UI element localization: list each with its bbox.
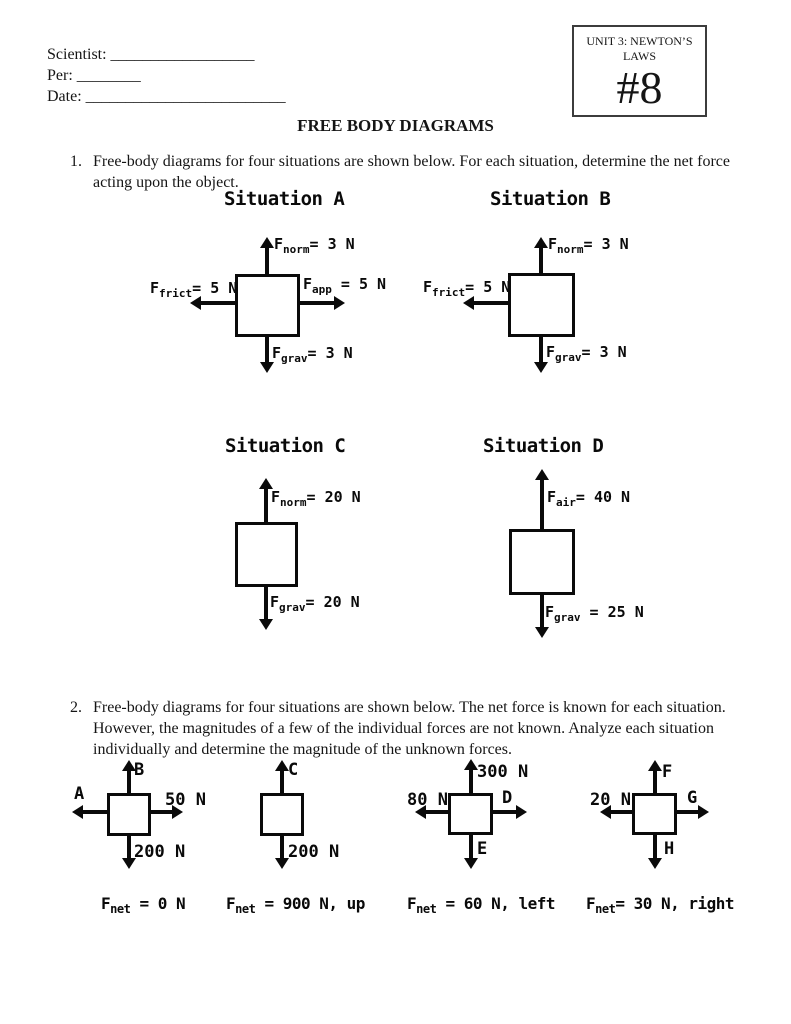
- force-symbol: F: [546, 343, 556, 361]
- unit-box-number: #8: [616, 62, 663, 113]
- force-value: = 0 N: [130, 894, 186, 913]
- q2-diagram-1-object-box: [107, 793, 151, 836]
- force-subscript: net: [110, 902, 131, 917]
- q2-diagram-3-down-label: E: [477, 839, 488, 859]
- situation-d-title: Situation D: [483, 435, 604, 457]
- q2-diagram-4-up-label: F: [662, 762, 673, 782]
- force-symbol: F: [423, 278, 433, 296]
- question-2-line2: However, the magnitudes of a few of the individual forces are not known. Analyze each situation: [93, 720, 714, 737]
- force-symbol: F: [586, 894, 596, 913]
- q2-diagram-3-right-arrow: [493, 810, 517, 814]
- force-subscript: net: [235, 902, 256, 917]
- force-value: = 3 N: [309, 235, 355, 253]
- situation-a-up-arrow: [265, 246, 269, 274]
- force-symbol: F: [226, 894, 236, 913]
- force-symbol: F: [271, 488, 281, 506]
- page-title: FREE BODY DIAGRAMS: [297, 116, 494, 135]
- situation-b-ffrict-label: [423, 280, 510, 298]
- q2-diagram-3-right-label: D: [502, 788, 513, 808]
- question-2: [70, 697, 740, 760]
- q2-diagram-4-down-arrow: [653, 835, 657, 858]
- force-subscript: grav: [555, 351, 582, 364]
- q2-diagram-4-down-label: H: [664, 839, 675, 859]
- force-subscript: frict: [159, 287, 193, 300]
- force-value: = 20 N: [306, 488, 361, 506]
- situation-c-up-arrow: [264, 487, 268, 522]
- q2-diagram-1-right-label: 50 N: [165, 790, 206, 810]
- q2-diagram-3-up-arrow: [469, 768, 473, 793]
- q2-diagram-4-left-label: 20 N: [590, 790, 631, 810]
- q2-diagram-3-down-arrow: [469, 835, 473, 858]
- force-subscript: norm: [280, 496, 307, 509]
- force-subscript: grav: [281, 352, 308, 365]
- situation-a-fapp-label: [303, 277, 386, 295]
- question-2-number: 2.: [70, 699, 82, 716]
- situation-d-down-arrow: [540, 595, 544, 627]
- force-symbol: F: [548, 235, 558, 253]
- situation-b-up-arrow: [539, 246, 543, 273]
- question-2-text: [93, 697, 726, 760]
- force-value: = 25 N: [580, 603, 644, 621]
- force-subscript: norm: [283, 243, 310, 256]
- q2-diagram-4-fnet-label: [586, 896, 734, 915]
- force-value: = 40 N: [575, 488, 631, 506]
- force-subscript: app: [312, 283, 332, 296]
- force-symbol: F: [407, 894, 417, 913]
- situation-c-object-box: [235, 522, 298, 587]
- q2-diagram-2-down-arrowhead: [275, 858, 289, 869]
- scientist-blank-line: Scientist: __________________: [47, 46, 255, 63]
- q2-diagram-1-down-label: 200 N: [134, 842, 186, 862]
- question-2-line1: Free-body diagrams for four situations are shown below. The net force is known for each situation.: [93, 699, 726, 716]
- situation-b-object-box: [508, 273, 575, 337]
- force-subscript: grav: [279, 601, 306, 614]
- force-value: = 3 N: [307, 344, 353, 362]
- situation-b-fgrav-label: [546, 345, 627, 363]
- force-symbol: F: [150, 279, 160, 297]
- q2-diagram-1-left-label: A: [74, 784, 85, 804]
- situation-d-up-arrow: [540, 478, 544, 529]
- q2-diagram-2-up-arrow: [280, 769, 284, 793]
- q2-diagram-3-down-arrowhead: [464, 858, 478, 869]
- force-value: = 3 N: [583, 235, 629, 253]
- force-value: = 900 N, up: [255, 894, 365, 913]
- question-2-line3: individually and determine the magnitude of the unknown forces.: [93, 741, 512, 758]
- q2-diagram-2-down-label: 200 N: [288, 842, 340, 862]
- situation-b-fnorm-label: [548, 237, 629, 255]
- q2-diagram-1-left-arrow: [81, 810, 107, 814]
- situation-a-fnorm-label: [274, 237, 355, 255]
- situation-d-object-box: [509, 529, 575, 595]
- force-symbol: F: [303, 275, 313, 293]
- q2-diagram-3-object-box: [448, 793, 493, 835]
- q2-diagram-1-down-arrow: [127, 836, 131, 858]
- q2-diagram-3-right-arrowhead: [516, 805, 527, 819]
- situation-d-fair-label: [547, 490, 630, 508]
- q2-diagram-1-right-arrow: [151, 810, 174, 814]
- question-1-line2: acting upon the object.: [93, 174, 239, 191]
- situation-b-title: Situation B: [490, 188, 611, 210]
- situation-c-title: Situation C: [225, 435, 346, 457]
- situation-a-fgrav-label: [272, 346, 353, 364]
- situation-a-object-box: [235, 274, 300, 337]
- situation-a-title: Situation A: [224, 188, 345, 210]
- situation-b-down-arrow: [539, 337, 543, 362]
- unit-box: [572, 25, 707, 117]
- question-1: [70, 151, 730, 193]
- q2-diagram-3-fnet-label: [407, 896, 555, 915]
- force-value: = 3 N: [581, 343, 627, 361]
- situation-d-down-arrowhead: [535, 627, 549, 638]
- question-1-line1: Free-body diagrams for four situations are shown below. For each situation, determine the net force: [93, 153, 730, 170]
- q2-diagram-4-object-box: [632, 793, 677, 835]
- q2-diagram-2-down-arrow: [280, 836, 284, 858]
- force-subscript: net: [416, 902, 437, 917]
- q2-diagram-1-up-label: B: [134, 760, 145, 780]
- force-value: = 30 N, right: [615, 894, 735, 913]
- force-subscript: grav: [554, 611, 581, 624]
- situation-a-down-arrow: [265, 337, 269, 362]
- situation-d-fgrav-label: [545, 605, 644, 623]
- date-blank-line: Date: _________________________: [47, 88, 286, 105]
- q2-diagram-4-right-label: G: [687, 788, 698, 808]
- situation-a-left-arrow: [199, 301, 235, 305]
- force-symbol: F: [274, 235, 284, 253]
- situation-b-left-arrow: [472, 301, 508, 305]
- q2-diagram-2-up-label: C: [288, 760, 299, 780]
- force-value: = 5 N: [465, 278, 511, 296]
- q2-diagram-4-up-arrow: [653, 769, 657, 793]
- situation-c-fgrav-label: [270, 595, 360, 613]
- q2-diagram-3-up-label: 300 N: [477, 762, 529, 782]
- situation-a-right-arrow: [300, 301, 335, 305]
- force-subscript: net: [595, 902, 616, 917]
- force-value: = 5 N: [331, 275, 387, 293]
- situation-a-ffrict-label: [150, 281, 237, 299]
- force-symbol: F: [101, 894, 111, 913]
- q2-diagram-4-left-arrow: [609, 810, 632, 814]
- q2-diagram-4-down-arrowhead: [648, 858, 662, 869]
- situation-c-down-arrowhead: [259, 619, 273, 630]
- force-value: = 20 N: [305, 593, 360, 611]
- force-symbol: F: [272, 344, 282, 362]
- force-value: = 60 N, left: [436, 894, 556, 913]
- unit-box-title-line1: UNIT 3: NEWTON’S: [586, 34, 693, 48]
- force-symbol: F: [545, 603, 555, 621]
- q2-diagram-2-fnet-label: [226, 896, 365, 915]
- force-subscript: norm: [557, 243, 584, 256]
- situation-b-down-arrowhead: [534, 362, 548, 373]
- q2-diagram-4-right-arrow: [677, 810, 699, 814]
- situation-a-right-arrowhead: [334, 296, 345, 310]
- unit-box-title-line2: LAWS: [622, 49, 657, 63]
- q2-diagram-1-fnet-label: [101, 896, 185, 915]
- q2-diagram-3-left-label: 80 N: [407, 790, 448, 810]
- situation-c-fnorm-label: [271, 490, 361, 508]
- q2-diagram-3-left-arrow: [424, 810, 448, 814]
- force-symbol: F: [270, 593, 280, 611]
- situation-c-down-arrow: [264, 587, 268, 619]
- q2-diagram-4-right-arrowhead: [698, 805, 709, 819]
- unit-box-title: [574, 27, 705, 64]
- force-subscript: air: [556, 496, 576, 509]
- force-symbol: F: [547, 488, 557, 506]
- q2-diagram-1-up-arrow: [127, 769, 131, 793]
- force-value: = 5 N: [192, 279, 238, 297]
- question-1-number: 1.: [70, 153, 82, 170]
- q2-diagram-2-object-box: [260, 793, 304, 836]
- force-subscript: frict: [432, 286, 466, 299]
- per-blank-line: Per: ________: [47, 67, 141, 84]
- question-1-text: [93, 151, 730, 193]
